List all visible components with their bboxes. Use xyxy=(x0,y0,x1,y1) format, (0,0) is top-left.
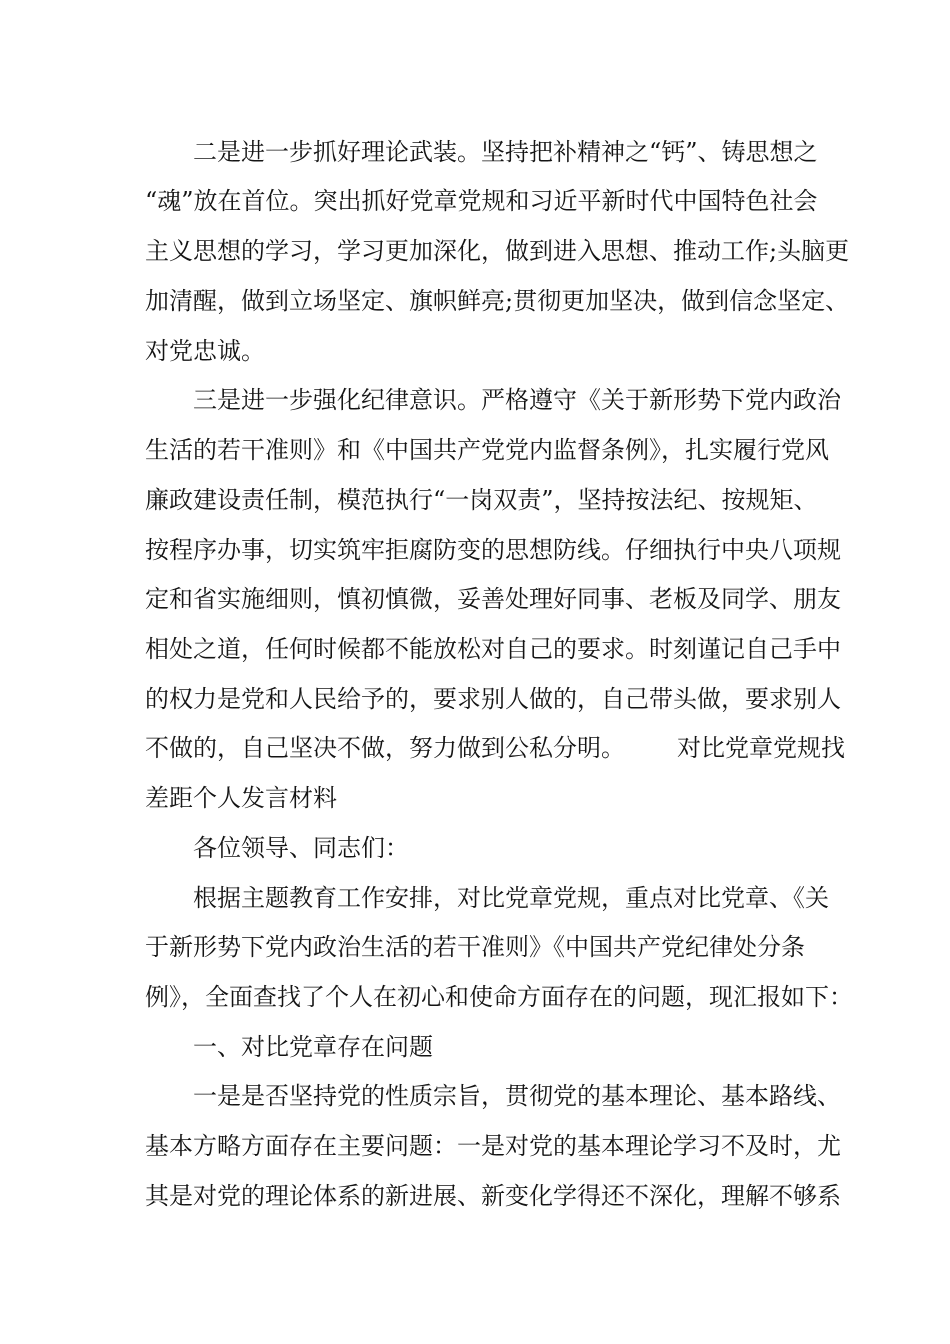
paragraph-line: 主义思想的学习，学习更加深化，做到进入思想、推动工作;头脑更 xyxy=(145,237,850,265)
paragraph-line: 廉政建设责任制，模范执行“一岗双责”，坚持按法纪、按规矩、 xyxy=(145,486,818,514)
paragraph-line: 例》，全面查找了个人在初心和使命方面存在的问题，现汇报如下： xyxy=(145,983,853,1011)
paragraph-line: 一是是否坚持党的性质宗旨，贯彻党的基本理论、基本路线、 xyxy=(193,1082,841,1110)
paragraph-line: 根据主题教育工作安排，对比党章党规，重点对比党章、《关 xyxy=(193,884,829,912)
section-heading: 一、对比党章存在问题 xyxy=(193,1033,433,1061)
paragraph-line: 三是进一步强化纪律意识。严格遵守《关于新形势下党内政治 xyxy=(193,386,841,414)
document-title-end: 差距个人发言材料 xyxy=(145,784,337,812)
paragraph-line: 于新形势下党内政治生活的若干准则》《中国共产党纪律处分条 xyxy=(145,933,805,961)
paragraph-line: “魂”放在首位。突出抓好党章党规和习近平新时代中国特色社会 xyxy=(145,187,818,215)
paragraph-line: 定和省实施细则，慎初慎微，妥善处理好同事、老板及同学、朋友 xyxy=(145,585,841,613)
paragraph-line: 对党忠诚。 xyxy=(145,337,265,365)
paragraph-line: 基本方略方面存在主要问题：一是对党的基本理论学习不及时，尤 xyxy=(145,1132,841,1160)
paragraph-line-text: 不做的，自己坚决不做，努力做到公私分明。 xyxy=(145,734,625,762)
paragraph-line: 二是进一步抓好理论武装。坚持把补精神之“钙”、铸思想之 xyxy=(193,138,818,166)
paragraph-line: 生活的若干准则》和《中国共产党党内监督条例》，扎实履行党风 xyxy=(145,436,829,464)
paragraph-line: 按程序办事，切实筑牢拒腐防变的思想防线。仔细执行中央八项规 xyxy=(145,536,841,564)
salutation: 各位领导、同志们： xyxy=(193,834,409,862)
document-title-start: 对比党章党规找 xyxy=(677,734,845,762)
paragraph-line: 相处之道，任何时候都不能放松对自己的要求。时刻谨记自己手中 xyxy=(145,635,841,663)
paragraph-line: 加清醒，做到立场坚定、旗帜鲜亮;贯彻更加坚决，做到信念坚定、 xyxy=(145,287,850,315)
paragraph-line xyxy=(145,726,845,770)
paragraph-line: 的权力是党和人民给予的，要求别人做的，自己带头做，要求别人 xyxy=(145,685,841,713)
paragraph-line: 其是对党的理论体系的新进展、新变化学得还不深化，理解不够系 xyxy=(145,1182,841,1210)
